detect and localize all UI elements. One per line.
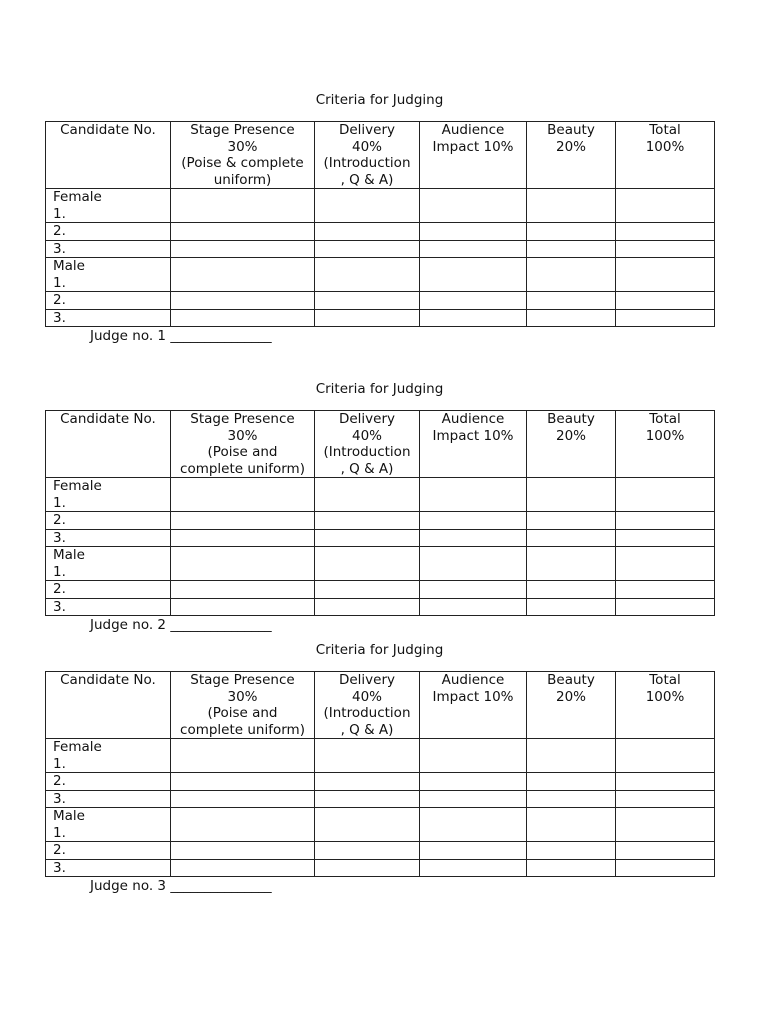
score-cell-beauty[interactable] [527, 478, 616, 512]
header-stage-presence: Stage Presence 30% (Poise and complete uniform) [171, 672, 315, 739]
score-cell-delivery[interactable] [315, 581, 420, 599]
header-audience-impact: Audience Impact 10% [420, 122, 527, 189]
score-cell-audience-impact[interactable] [420, 773, 527, 791]
score-cell-delivery[interactable] [315, 790, 420, 808]
score-cell-total[interactable] [616, 859, 715, 877]
score-cell-beauty[interactable] [527, 739, 616, 773]
score-cell-total[interactable] [616, 547, 715, 581]
table-row [46, 529, 715, 547]
judging-table [45, 671, 715, 877]
criteria-title: Criteria for Judging [315, 381, 444, 397]
candidate-cell: 3. [46, 859, 171, 877]
header-stage-presence: Stage Presence 30% (Poise and complete uniform) [171, 411, 315, 478]
score-cell-delivery[interactable] [315, 292, 420, 310]
header-delivery: Delivery 40% (Introduction , Q & A) [315, 672, 420, 739]
criteria-title: Criteria for Judging [315, 642, 444, 658]
score-cell-stage-presence[interactable] [171, 240, 315, 258]
score-cell-delivery[interactable] [315, 598, 420, 616]
candidate-cell: 3. [46, 309, 171, 327]
score-cell-delivery[interactable] [315, 529, 420, 547]
score-cell-audience-impact[interactable] [420, 529, 527, 547]
table-row [46, 240, 715, 258]
score-cell-stage-presence[interactable] [171, 842, 315, 860]
header-beauty: Beauty 20% [527, 411, 616, 478]
score-cell-delivery[interactable] [315, 773, 420, 791]
table-row [46, 258, 715, 292]
score-cell-audience-impact[interactable] [420, 808, 527, 842]
judging-sheet-1 [45, 91, 714, 345]
table-row [46, 292, 715, 310]
criteria-title: Criteria for Judging [315, 92, 444, 108]
score-cell-delivery[interactable] [315, 189, 420, 223]
score-cell-delivery[interactable] [315, 842, 420, 860]
score-cell-delivery[interactable] [315, 512, 420, 530]
score-cell-audience-impact[interactable] [420, 189, 527, 223]
judging-table [45, 410, 715, 616]
candidate-cell: Female 1. [46, 189, 171, 223]
score-cell-beauty[interactable] [527, 240, 616, 258]
header-beauty: Beauty 20% [527, 122, 616, 189]
candidate-cell: 3. [46, 529, 171, 547]
table-row [46, 581, 715, 599]
candidate-cell: 2. [46, 512, 171, 530]
score-cell-stage-presence[interactable] [171, 773, 315, 791]
header-audience-impact: Audience Impact 10% [420, 672, 527, 739]
score-cell-delivery[interactable] [315, 309, 420, 327]
judge-blank[interactable]: _______________ [170, 617, 272, 633]
header-total: Total 100% [616, 411, 715, 478]
candidate-cell: Male 1. [46, 808, 171, 842]
table-row [46, 773, 715, 791]
candidate-cell: 3. [46, 240, 171, 258]
score-cell-total[interactable] [616, 842, 715, 860]
score-cell-beauty[interactable] [527, 581, 616, 599]
score-cell-delivery[interactable] [315, 258, 420, 292]
header-row [46, 411, 715, 478]
score-cell-beauty[interactable] [527, 309, 616, 327]
table-row [46, 859, 715, 877]
score-cell-audience-impact[interactable] [420, 478, 527, 512]
score-cell-total[interactable] [616, 478, 715, 512]
candidate-cell: Male 1. [46, 547, 171, 581]
table-row [46, 739, 715, 773]
score-cell-delivery[interactable] [315, 240, 420, 258]
candidate-cell: Female 1. [46, 478, 171, 512]
candidate-cell: Male 1. [46, 258, 171, 292]
score-cell-beauty[interactable] [527, 773, 616, 791]
header-candidate-no: Candidate No. [46, 411, 171, 478]
judging-table [45, 121, 715, 327]
score-cell-audience-impact[interactable] [420, 292, 527, 310]
score-cell-beauty[interactable] [527, 529, 616, 547]
score-cell-stage-presence[interactable] [171, 478, 315, 512]
score-cell-total[interactable] [616, 240, 715, 258]
header-row [46, 122, 715, 189]
score-cell-audience-impact[interactable] [420, 842, 527, 860]
score-cell-beauty[interactable] [527, 808, 616, 842]
score-cell-audience-impact[interactable] [420, 859, 527, 877]
score-cell-total[interactable] [616, 258, 715, 292]
score-cell-total[interactable] [616, 581, 715, 599]
score-cell-stage-presence[interactable] [171, 790, 315, 808]
header-stage-presence: Stage Presence 30% (Poise & complete uniform) [171, 122, 315, 189]
header-row [46, 672, 715, 739]
score-cell-stage-presence[interactable] [171, 859, 315, 877]
judging-sheet-3 [45, 641, 714, 895]
judging-sheet-2 [45, 380, 714, 634]
judge-label: Judge no. 3 [90, 878, 167, 894]
score-cell-stage-presence[interactable] [171, 223, 315, 241]
score-cell-delivery[interactable] [315, 547, 420, 581]
header-beauty: Beauty 20% [527, 672, 616, 739]
score-cell-beauty[interactable] [527, 859, 616, 877]
header-candidate-no: Candidate No. [46, 122, 171, 189]
judge-blank[interactable]: _______________ [170, 328, 272, 344]
table-row [46, 808, 715, 842]
table-row [46, 189, 715, 223]
table-row [46, 598, 715, 616]
score-cell-stage-presence[interactable] [171, 258, 315, 292]
score-cell-audience-impact[interactable] [420, 739, 527, 773]
judge-blank[interactable]: _______________ [170, 878, 272, 894]
header-delivery: Delivery 40% (Introduction , Q & A) [315, 122, 420, 189]
score-cell-stage-presence[interactable] [171, 547, 315, 581]
table-row [46, 790, 715, 808]
score-cell-total[interactable] [616, 808, 715, 842]
table-row [46, 478, 715, 512]
judge-signature-line [45, 616, 714, 634]
score-cell-total[interactable] [616, 790, 715, 808]
header-audience-impact: Audience Impact 10% [420, 411, 527, 478]
score-cell-beauty[interactable] [527, 598, 616, 616]
table-row [46, 547, 715, 581]
score-cell-audience-impact[interactable] [420, 223, 527, 241]
header-total: Total 100% [616, 672, 715, 739]
score-cell-audience-impact[interactable] [420, 309, 527, 327]
score-cell-total[interactable] [616, 529, 715, 547]
score-cell-audience-impact[interactable] [420, 581, 527, 599]
score-cell-beauty[interactable] [527, 790, 616, 808]
header-total: Total 100% [616, 122, 715, 189]
score-cell-total[interactable] [616, 739, 715, 773]
candidate-cell: 2. [46, 292, 171, 310]
score-cell-audience-impact[interactable] [420, 258, 527, 292]
judge-label: Judge no. 1 [90, 328, 167, 344]
score-cell-beauty[interactable] [527, 547, 616, 581]
table-row [46, 223, 715, 241]
score-cell-delivery[interactable] [315, 478, 420, 512]
score-cell-audience-impact[interactable] [420, 790, 527, 808]
candidate-cell: 2. [46, 773, 171, 791]
score-cell-total[interactable] [616, 512, 715, 530]
score-cell-delivery[interactable] [315, 808, 420, 842]
judge-signature-line [45, 327, 714, 345]
score-cell-delivery[interactable] [315, 739, 420, 773]
table-row [46, 842, 715, 860]
score-cell-stage-presence[interactable] [171, 581, 315, 599]
score-cell-total[interactable] [616, 189, 715, 223]
header-delivery: Delivery 40% (Introduction , Q & A) [315, 411, 420, 478]
table-row [46, 512, 715, 530]
score-cell-total[interactable] [616, 223, 715, 241]
candidate-cell: 2. [46, 581, 171, 599]
header-candidate-no: Candidate No. [46, 672, 171, 739]
score-cell-stage-presence[interactable] [171, 739, 315, 773]
score-cell-beauty[interactable] [527, 512, 616, 530]
score-cell-total[interactable] [616, 292, 715, 310]
score-cell-beauty[interactable] [527, 223, 616, 241]
candidate-cell: Female 1. [46, 739, 171, 773]
score-cell-delivery[interactable] [315, 859, 420, 877]
score-cell-audience-impact[interactable] [420, 547, 527, 581]
candidate-cell: 3. [46, 790, 171, 808]
score-cell-beauty[interactable] [527, 292, 616, 310]
score-cell-beauty[interactable] [527, 842, 616, 860]
judge-label: Judge no. 2 [90, 617, 167, 633]
score-cell-stage-presence[interactable] [171, 292, 315, 310]
score-cell-stage-presence[interactable] [171, 512, 315, 530]
score-cell-total[interactable] [616, 773, 715, 791]
score-cell-total[interactable] [616, 598, 715, 616]
table-row [46, 309, 715, 327]
score-cell-beauty[interactable] [527, 189, 616, 223]
candidate-cell: 2. [46, 842, 171, 860]
score-cell-stage-presence[interactable] [171, 309, 315, 327]
score-cell-total[interactable] [616, 309, 715, 327]
score-cell-stage-presence[interactable] [171, 529, 315, 547]
score-cell-audience-impact[interactable] [420, 240, 527, 258]
score-cell-beauty[interactable] [527, 258, 616, 292]
score-cell-stage-presence[interactable] [171, 598, 315, 616]
score-cell-stage-presence[interactable] [171, 808, 315, 842]
score-cell-audience-impact[interactable] [420, 598, 527, 616]
candidate-cell: 2. [46, 223, 171, 241]
candidate-cell: 3. [46, 598, 171, 616]
score-cell-stage-presence[interactable] [171, 189, 315, 223]
score-cell-delivery[interactable] [315, 223, 420, 241]
judge-signature-line [45, 877, 714, 895]
score-cell-audience-impact[interactable] [420, 512, 527, 530]
